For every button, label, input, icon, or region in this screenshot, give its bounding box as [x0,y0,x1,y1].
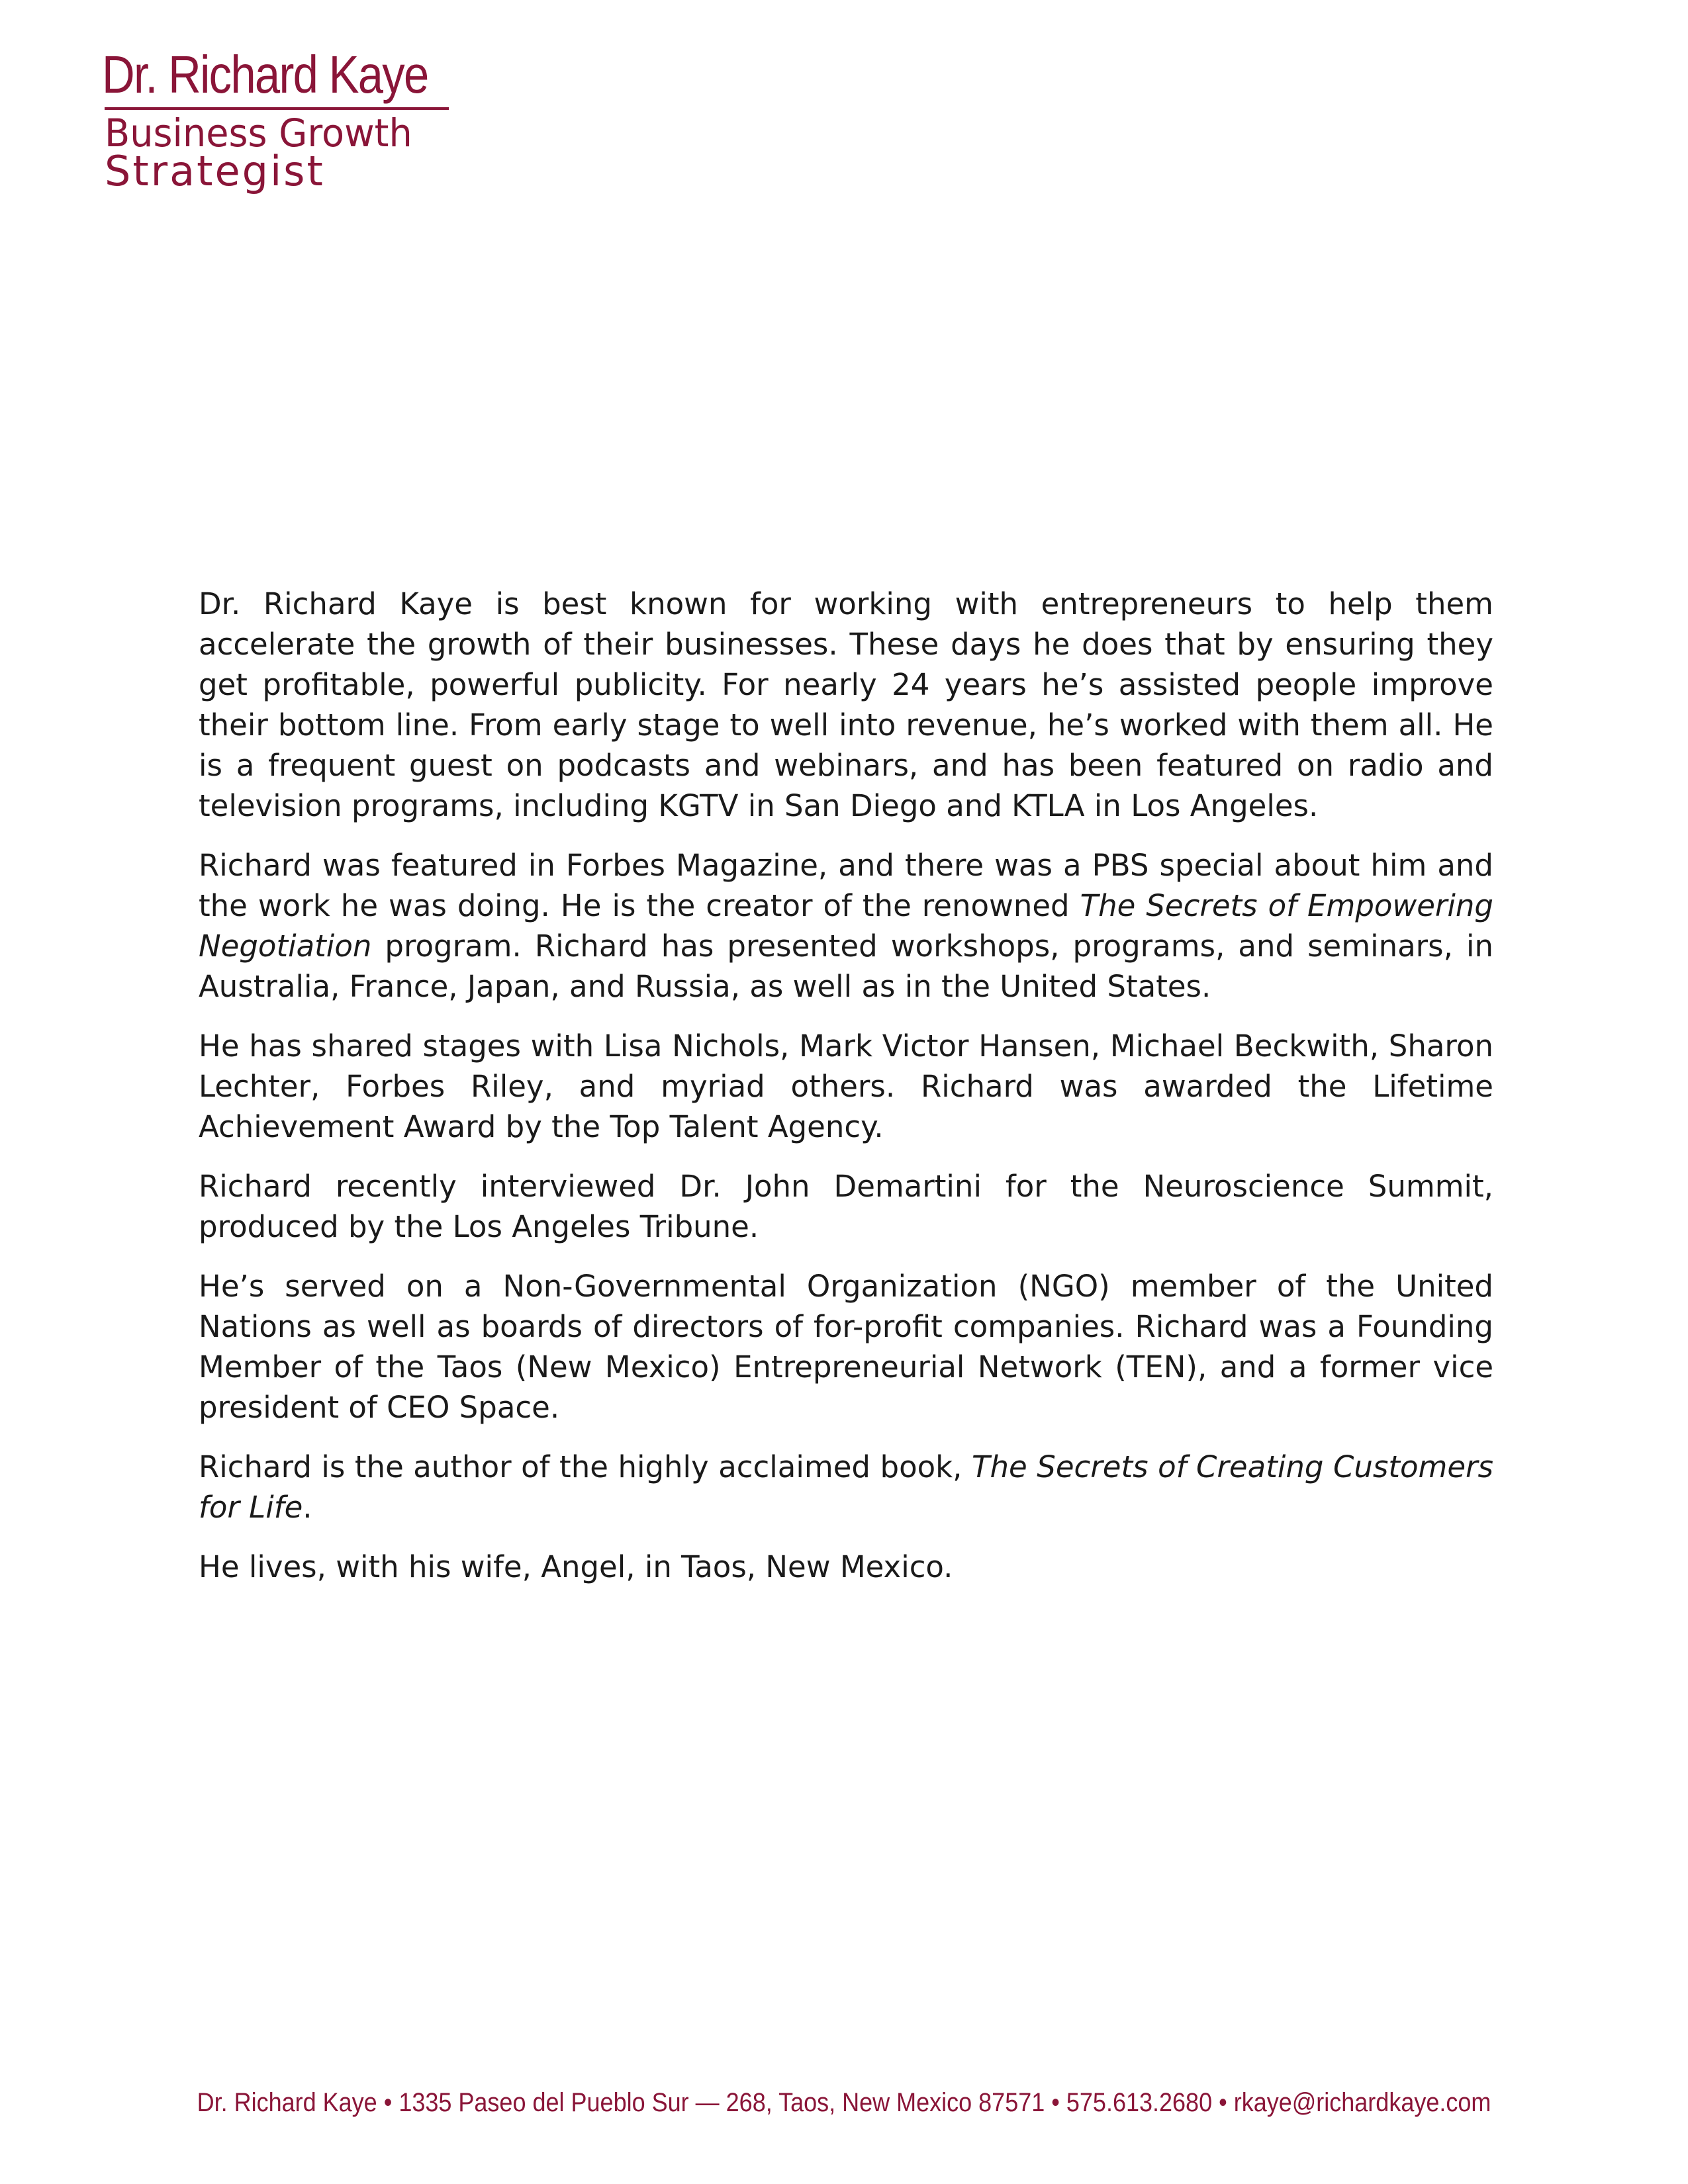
body-paragraph [199,1547,1493,1587]
italic-title: The Secrets of Creating Customers for Life [199,1449,1493,1525]
paragraph-text: Richard recently interviewed Dr. John Demartini for the Neuroscience Summit, produced by the Los Angeles Tribune. [199,1169,1493,1244]
body-paragraph [199,1266,1493,1428]
paragraph-text: . [303,1490,312,1525]
paragraph-text: Richard is the author of the highly acclaimed book, [199,1449,972,1484]
body-paragraph [199,1026,1493,1147]
letterhead-logo [102,45,459,195]
paragraph-text: He has shared stages with Lisa Nichols, Mark Victor Hansen, Michael Beckwith, Sharon Lechter, Forbes Riley, and myriad others. Richard was awarded the Lifetime Achievement Award by the Top Talent Agency. [199,1028,1493,1144]
paragraph-text: program. Richard has presented workshops, programs, and seminars, in Australia, France, Japan, and Russia, as well as in the United States. [199,929,1493,1004]
footer-contact-text: Dr. Richard Kaye • 1335 Paseo del Pueblo Sur — 268, Taos, New Mexico 87571 • 575.613.2680 • rkaye@richardkaye.com [197,2088,1491,2117]
paragraph-text: He’s served on a Non-Governmental Organization (NGO) member of the United Nations as well as boards of directors of for-profit companies. Richard was a Founding Member of the Taos (New Mexico) Entrepreneurial Network (TEN), and a former vice president of CEO Space. [199,1269,1493,1425]
body-paragraph [199,584,1493,826]
logo-name: Dr. Richard Kaye [102,45,428,104]
logo-tagline-line2: Strategist [105,147,325,195]
body-paragraph [199,1447,1493,1527]
paragraph-text: He lives, with his wife, Angel, in Taos, New Mexico. [199,1549,953,1584]
biography-body [199,584,1493,1606]
footer-contact [0,2086,1688,2119]
body-paragraph [199,845,1493,1007]
logo-divider [105,107,449,110]
body-paragraph [199,1166,1493,1247]
italic-title: The Secrets of Empowering Negotiation [199,888,1493,964]
paragraph-text: Richard was featured in Forbes Magazine, and there was a PBS special about him and the work he was doing. He is the creator of the renowned [199,848,1493,923]
logo-tagline-line1: Business Growth [105,111,412,156]
paragraph-text: Dr. Richard Kaye is best known for working with entrepreneurs to help them accelerate the growth of their businesses. These days he does that by ensuring they get profitable, powerful publicity. For nearly 24 years he’s assisted people improve their bottom line. From early stage to well into revenue, he’s worked with them all. He is a frequent guest on podcasts and webinars, and has been featured on radio and television programs, including KGTV in San Diego and KTLA in Los Angeles. [199,586,1493,823]
